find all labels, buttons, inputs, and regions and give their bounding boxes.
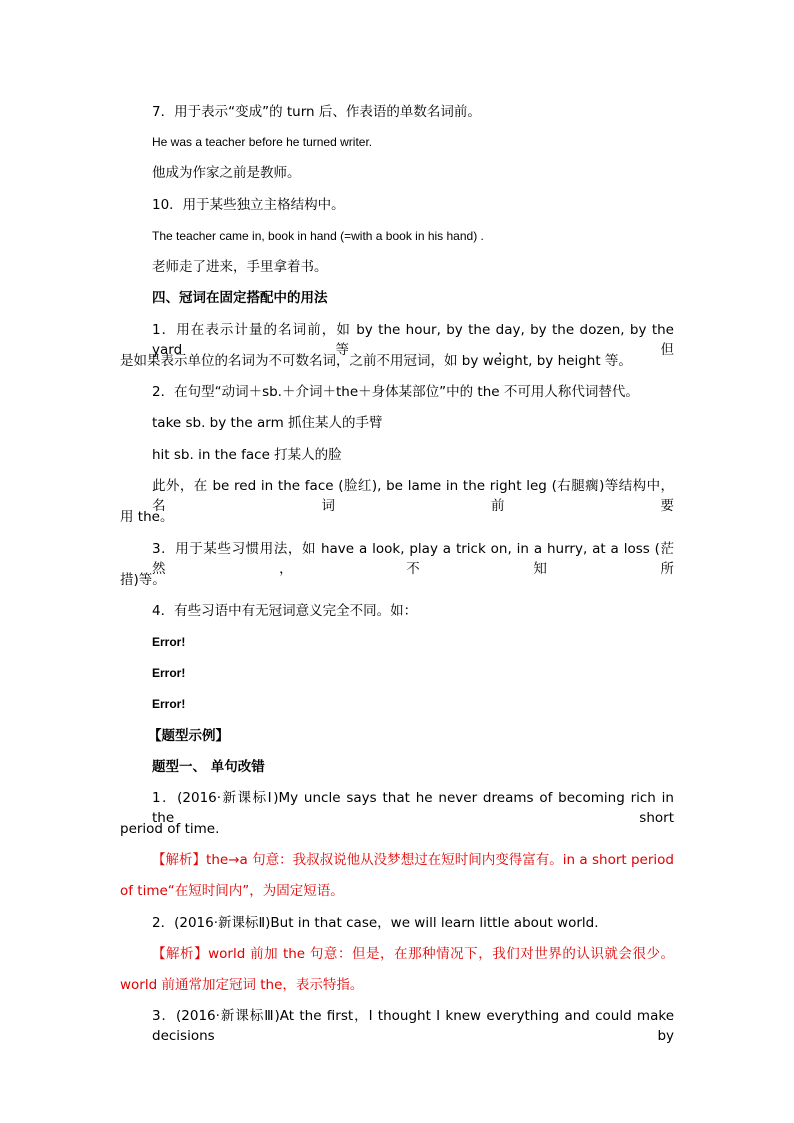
point-2: 2．在句型“动词＋sb.＋介词＋the＋身体某部位”中的 the 不可用人称代词替代。 xyxy=(152,384,639,400)
point-1-line-2: 是如果表示单位的名词为不可数名词，之前不用冠词，如 by weight, by height 等。 xyxy=(120,353,632,369)
question-type-1-heading: 题型一、 单句改错 xyxy=(152,759,265,775)
rule-10-example-cn: 老师走了进来，手里拿着书。 xyxy=(152,259,328,275)
question-3-line-1: 3．(2016·新课标Ⅲ)At the first，I thought I knew everything and could make decisions by xyxy=(152,1008,674,1044)
rule-10: 10．用于某些独立主格结构中。 xyxy=(152,197,345,213)
point-2-note-line-1: 此外，在 be red in the face (脸红), be lame in the right leg (右腿瘸)等结构中，名词前要 xyxy=(152,478,674,514)
rule-7-example-en: He was a teacher before he turned writer. xyxy=(152,135,373,149)
point-2-note-line-2: 用 the。 xyxy=(120,509,174,525)
question-1-line-1: 1．(2016·新课标Ⅰ)My uncle says that he never dreams of becoming rich in the short xyxy=(152,790,674,826)
error-3: Error! xyxy=(152,697,186,711)
error-2: Error! xyxy=(152,666,186,680)
answer-2-line-1: 【解析】world 前加 the 句意：但是，在那种情况下，我们对世界的认识就会很少。 xyxy=(152,946,674,962)
answer-1-line-2: of time“在短时间内”，为固定短语。 xyxy=(120,883,344,899)
point-3-line-2: 措)等。 xyxy=(120,572,166,588)
answer-1-line-1: 【解析】the→a 句意：我叔叔说他从没梦想过在短时间内变得富有。in a short period xyxy=(152,852,674,868)
section-4-heading: 四、冠词在固定搭配中的用法 xyxy=(152,290,328,306)
error-1: Error! xyxy=(152,635,186,649)
point-4: 4．有些习语中有无冠词意义完全不同。如： xyxy=(152,603,418,619)
answer-2-line-2: world 前通常加定冠词 the，表示特指。 xyxy=(120,977,364,993)
rule-10-example-en: The teacher came in, book in hand (=with a book in his hand) . xyxy=(152,229,484,243)
point-1-line-1: 1．用在表示计量的名词前，如 by the hour, by the day, by the dozen, by the yard 等，但 xyxy=(152,322,674,358)
rule-7-example-cn: 他成为作家之前是教师。 xyxy=(152,165,301,181)
question-2: 2．(2016·新课标Ⅱ)But in that case，we will learn little about world. xyxy=(152,915,599,931)
question-1-line-2: period of time. xyxy=(120,821,220,837)
examples-heading: 【题型示例】 xyxy=(148,728,229,744)
point-2-example-2: hit sb. in the face 打某人的脸 xyxy=(152,447,342,463)
point-2-example-1: take sb. by the arm 抓住某人的手臂 xyxy=(152,415,383,431)
rule-7: 7．用于表示“变成”的 turn 后、作表语的单数名词前。 xyxy=(152,104,481,120)
point-3-line-1: 3．用于某些习惯用法，如 have a look, play a trick on, in a hurry, at a loss (茫然，不知所 xyxy=(152,541,674,577)
